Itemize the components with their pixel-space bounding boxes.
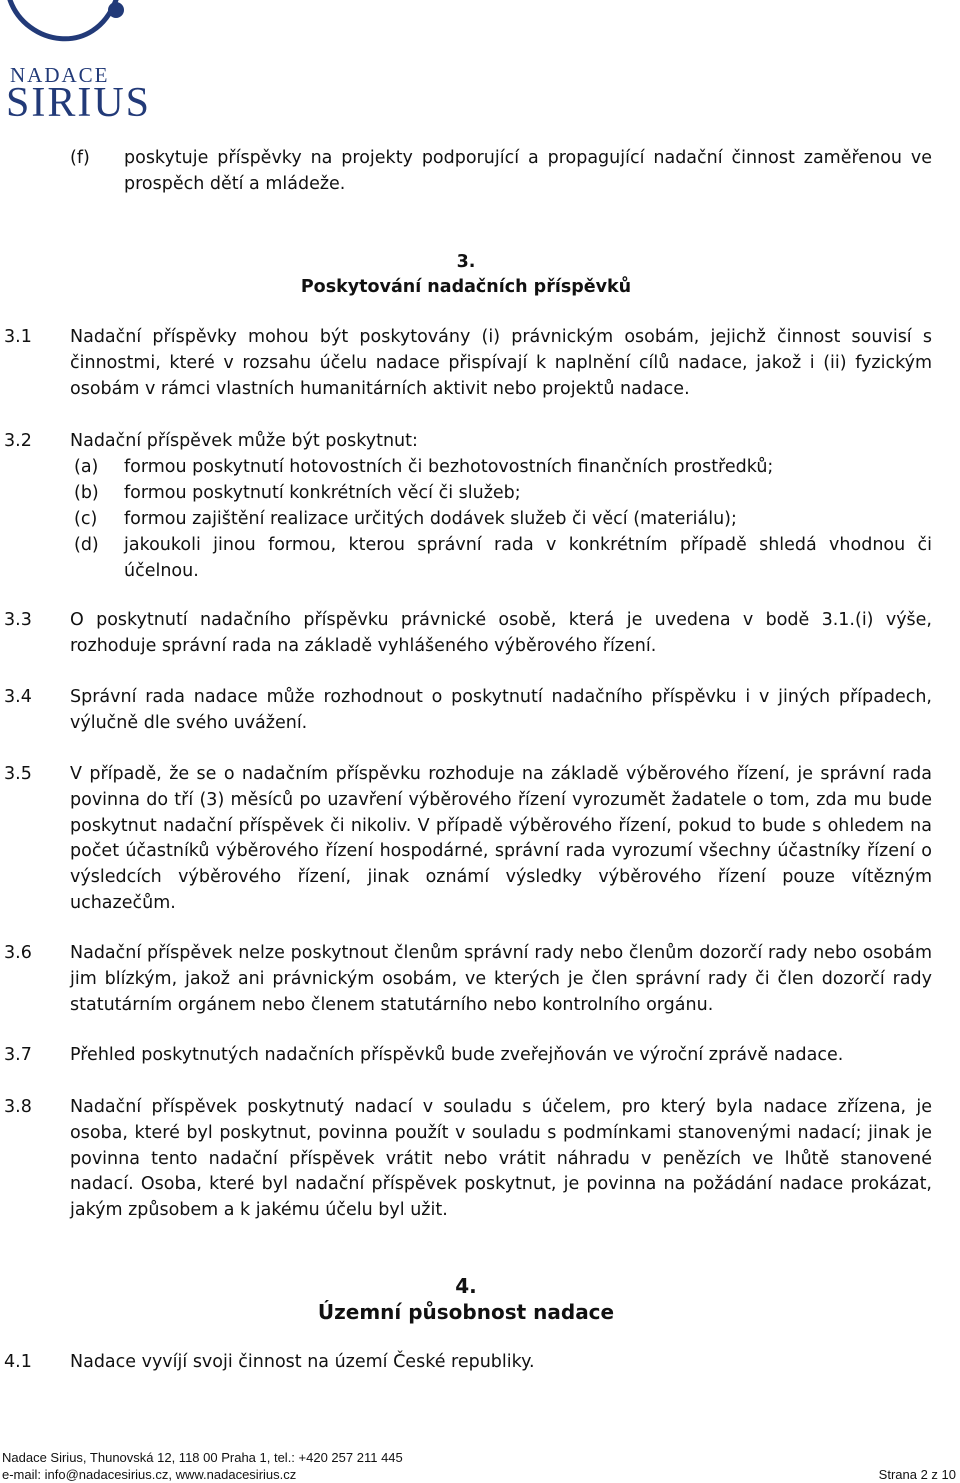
item-d-label: (d)	[74, 535, 99, 555]
section-3-title: Poskytování nadačních příspěvků	[300, 277, 632, 297]
footer-address: Nadace Sirius, Thunovská 12, 118 00 Praha 1, tel.: +420 257 211 445	[2, 1450, 403, 1465]
logo-text-nadace: NADACE	[10, 63, 110, 87]
item-b-text: formou poskytnutí konkrétních věcí či služeb;	[124, 483, 521, 503]
paragraph-3-5-text: V případě, že se o nadačním příspěvku rozhoduje na základě výběrového řízení, je správní rada povinna do tří (3) měsíců po uzavření výběrového řízení vyrozumět žadatele o tom, zda mu bude poskytnut nadační příspěvek či nikoliv. V případě výběrového řízení, pokud to bude s ohledem na počet účastníků výběrového řízení hospodárné, správní rada vyrozumí všechny účastníky řízení o výsledcích výběrového řízení, jinak oznámí výsledky výběrového řízení pouze vítězným uchazečům.	[70, 764, 932, 913]
paragraph-3-2-intro: Nadační příspěvek může být poskytnut:	[70, 431, 418, 451]
footer-contact: e-mail: info@nadacesirius.cz, www.nadacesirius.cz	[2, 1467, 297, 1482]
item-a-label: (a)	[74, 457, 99, 477]
logo-arc-icon	[4, 0, 154, 70]
paragraph-3-8-number: 3.8	[4, 1097, 32, 1117]
paragraph-3-8-text: Nadační příspěvek poskytnutý nadací v souladu s účelem, pro který byla nadace zřízena, je osoba, které byl poskytnut, povinna použít v souladu s podmínkami stanovenými nadací; jinak je povinna tento nadační příspěvek vrátit nebo vrátit náhradu v penězích ve lhůtě stanovené nadací. Osoba, které byl nadační příspěvek poskytnut, je povinna na požádání nadace prokázat, jakým způsobem a k jakému účelu byl užit.	[70, 1097, 932, 1221]
item-b-label: (b)	[74, 483, 99, 503]
paragraph-3-7-text: Přehled poskytnutých nadačních příspěvků bude zveřejňován ve výroční zprávě nadace.	[70, 1045, 844, 1065]
item-c-label: (c)	[74, 509, 98, 529]
paragraph-3-3-text: O poskytnutí nadačního příspěvku právnické osobě, která je uvedena v bodě 3.1.(i) výše, rozhoduje správní rada na základě vyhlášeného výběrového řízení.	[70, 610, 932, 656]
item-f-label: (f)	[70, 148, 90, 168]
paragraph-4-1-number: 4.1	[4, 1352, 32, 1372]
paragraph-3-5-number: 3.5	[4, 764, 32, 784]
item-d-text: jakoukoli jinou formou, kterou správní rada v konkrétním případě shledá vhodnou či účelnou.	[124, 535, 932, 581]
paragraph-4-1-text: Nadace vyvíjí svoji činnost na území České republiky.	[70, 1352, 535, 1372]
section-4-number: 4.	[455, 1274, 477, 1298]
paragraph-3-6-number: 3.6	[4, 943, 32, 963]
paragraph-3-6-text: Nadační příspěvek nelze poskytnout členům správní rady nebo členům dozorčí rady nebo osobám jim blízkým, jakož ani právnickým osobám, ve kterých je člen správní rady či člen dozorčí rady statutárním orgánem nebo členem statutárního nebo kontrolního orgánu.	[70, 943, 932, 1015]
logo-text-sirius: SIRIUS	[6, 80, 152, 126]
paragraph-3-2-number: 3.2	[4, 431, 32, 451]
paragraph-3-7-number: 3.7	[4, 1045, 32, 1065]
section-4-title: Územní působnost nadace	[317, 1300, 615, 1324]
nadace-sirius-logo	[4, 0, 154, 124]
item-c-text: formou zajištění realizace určitých dodávek služeb či věcí (materiálu);	[124, 509, 737, 529]
section-3-number: 3.	[456, 252, 476, 272]
paragraph-3-1-text: Nadační příspěvky mohou být poskytovány (i) právnickým osobám, jejichž činnost souvisí s činnostmi, které v rozsahu účelu nadace přispívají k naplnění cílů nadace, jakož i (ii) fyzickým osobám v rámci vlastních humanitárních aktivit nebo projektů nadace.	[70, 327, 932, 399]
paragraph-3-4-number: 3.4	[4, 687, 32, 707]
paragraph-3-1-number: 3.1	[4, 327, 32, 347]
paragraph-3-3-number: 3.3	[4, 610, 32, 630]
paragraph-3-4-text: Správní rada nadace může rozhodnout o poskytnutí nadačního příspěvku i v jiných případech, výlučně dle svého uvážení.	[70, 687, 932, 733]
item-f-text: poskytuje příspěvky na projekty podporující a propagující nadační činnost zaměřenou ve prospěch dětí a mládeže.	[124, 148, 932, 194]
item-a-text: formou poskytnutí hotovostních či bezhotovostních finančních prostředků;	[124, 457, 774, 477]
footer-page-number: Strana 2 z 10	[878, 1467, 956, 1482]
